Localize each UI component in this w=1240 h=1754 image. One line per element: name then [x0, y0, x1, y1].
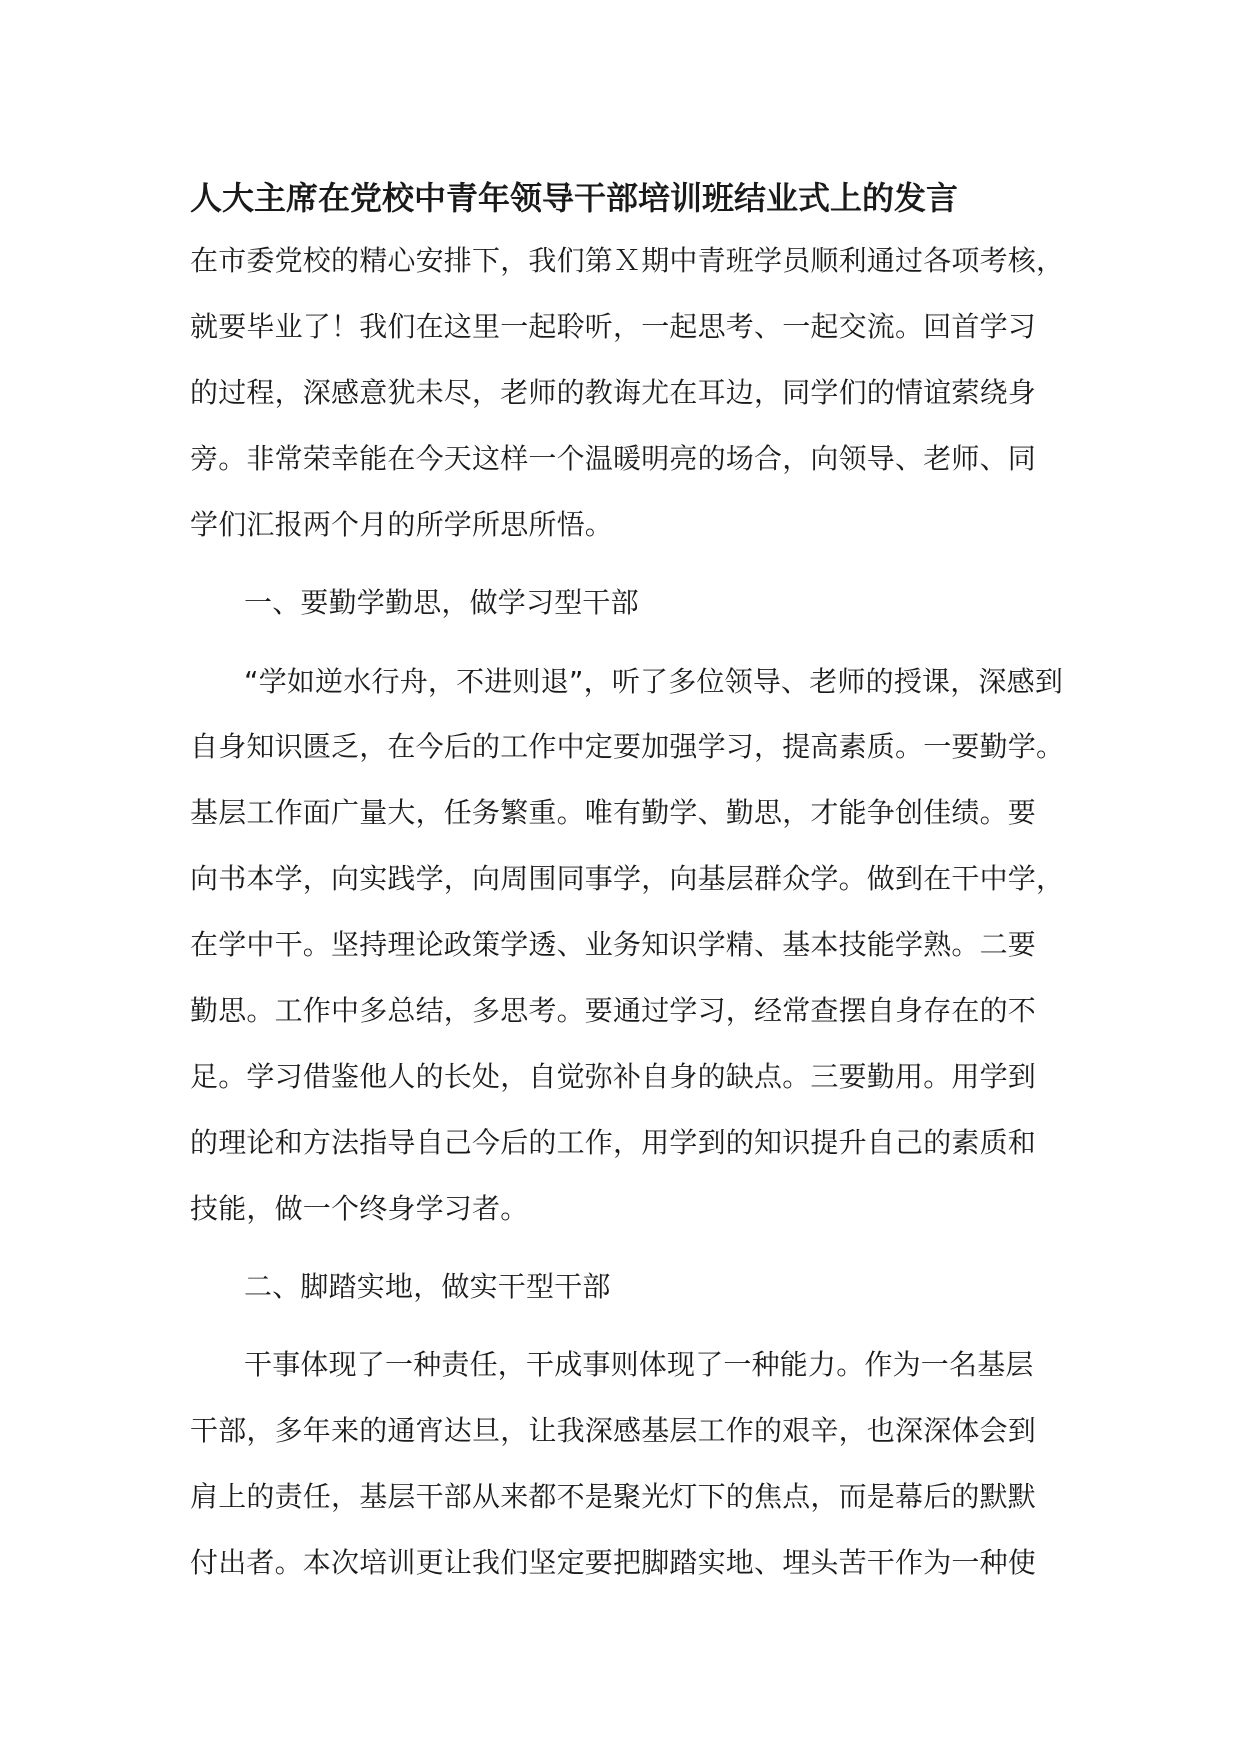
- paragraph-line: 干事体现了一种责任，干成事则体现了一种能力。作为一名基层: [244, 1348, 1034, 1381]
- document-title: 人大主席在党校中青年领导干部培训班结业式上的发言: [190, 179, 959, 217]
- paragraph-line: 的理论和方法指导自己今后的工作，用学到的知识提升自己的素质和: [190, 1126, 1037, 1159]
- paragraph-line: 技能，做一个终身学习者。: [190, 1192, 529, 1225]
- paragraph-line: 自身知识匮乏，在今后的工作中定要加强学习，提高素质。一要勤学。: [190, 730, 1065, 763]
- paragraph-line: 的过程，深感意犹未尽，老师的教诲尤在耳边，同学们的情谊萦绕身: [190, 376, 1037, 409]
- paragraph-line: 勤思。工作中多总结，多思考。要通过学习，经常查摆自身存在的不: [190, 994, 1037, 1027]
- paragraph-line: 学们汇报两个月的所学所思所悟。: [190, 508, 614, 541]
- paragraph-line: 在市委党校的精心安排下，我们第Ｘ期中青班学员顺利通过各项考核，: [190, 244, 1065, 277]
- paragraph-line: 向书本学，向实践学，向周围同事学，向基层群众学。做到在干中学，: [190, 862, 1065, 895]
- paragraph-line: 付出者。本次培训更让我们坚定要把脚踏实地、埋头苦干作为一种使: [190, 1546, 1037, 1579]
- paragraph-line: 基层工作面广量大，任务繁重。唯有勤学、勤思，才能争创佳绩。要: [190, 796, 1037, 829]
- paragraph-line: 干部，多年来的通宵达旦，让我深感基层工作的艰辛，也深深体会到: [190, 1414, 1037, 1447]
- section-heading: 一、要勤学勤思，做学习型干部: [244, 586, 639, 619]
- paragraph-line: 足。学习借鉴他人的长处，自觉弥补自身的缺点。三要勤用。用学到: [190, 1060, 1037, 1093]
- paragraph-line: 就要毕业了！我们在这里一起聆听，一起思考、一起交流。回首学习: [190, 310, 1037, 343]
- paragraph-line: 旁。非常荣幸能在今天这样一个温暖明亮的场合，向领导、老师、同: [190, 442, 1037, 475]
- paragraph-line: 肩上的责任，基层干部从来都不是聚光灯下的焦点，而是幕后的默默: [190, 1480, 1037, 1513]
- paragraph-line: 在学中干。坚持理论政策学透、业务知识学精、基本技能学熟。二要: [190, 928, 1037, 961]
- section-heading: 二、脚踏实地，做实干型干部: [244, 1270, 611, 1303]
- paragraph-line: “学如逆水行舟，不进则退”，听了多位领导、老师的授课，深感到: [244, 665, 1064, 698]
